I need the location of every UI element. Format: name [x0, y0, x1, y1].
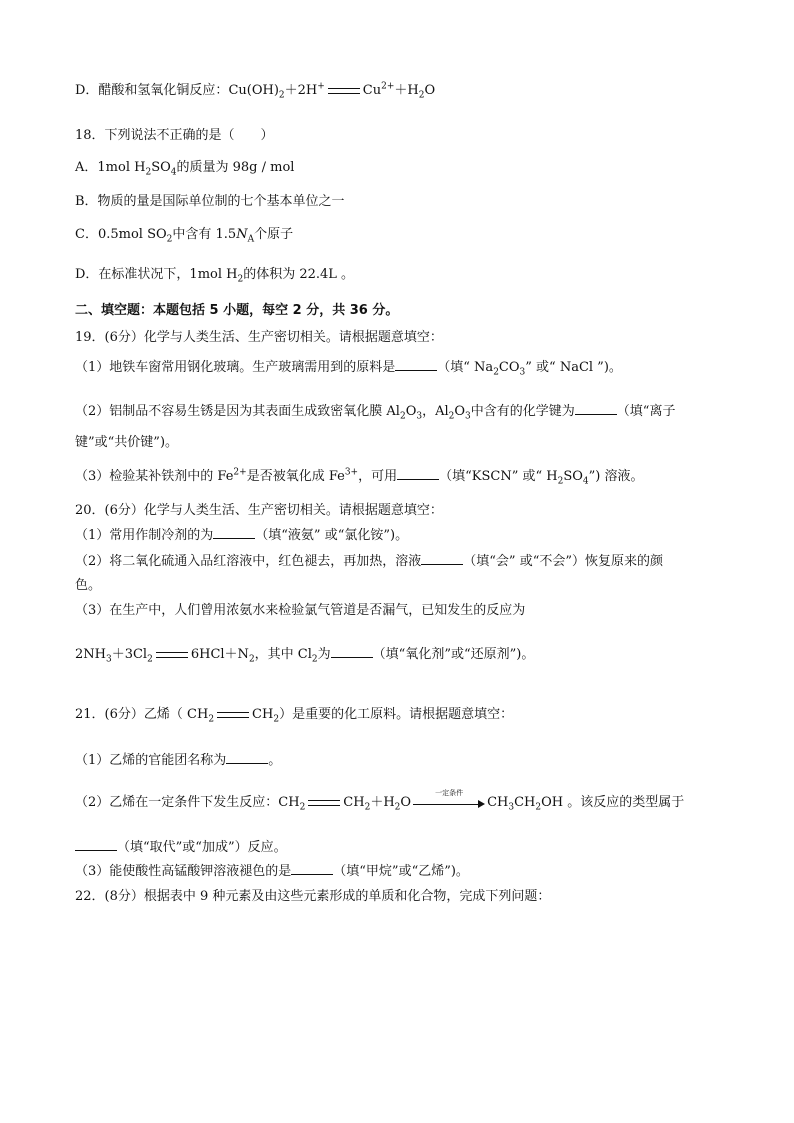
- q21-part1: （1）乙烯的官能团名称为 。: [75, 753, 282, 768]
- section-heading: 二、填空题：本题包括 5 小题，每空 2 分，共 36 分。: [75, 303, 399, 318]
- answer-blank[interactable]: [75, 838, 117, 851]
- double-bond: [308, 800, 340, 806]
- q21-stem: 21．(6分）乙烯（ $CH_2$ $CH_2$）是重要的化工原料。请根据题意填空：: [75, 707, 514, 725]
- q20-part2: （2）将二氧化硫通入品红溶液中，红色褪去，再加热，溶液 （填“会” 或“不会”）恢复原来的颜: [75, 554, 663, 569]
- q21-part2: （2）乙烯在一定条件下发生反应：$CH_2$ $CH_2+H_2O$ 一定条件 $CH_3CH_2OH$ 。该反应的类型属于: [75, 788, 685, 813]
- double-bond: [217, 712, 249, 718]
- answer-blank[interactable]: [395, 358, 437, 371]
- q19-part2-cont: 键”或“共价键”)。: [75, 435, 179, 450]
- answer-blank[interactable]: [331, 645, 373, 658]
- answer-blank[interactable]: [226, 751, 268, 764]
- q22-stem: 22．(8分）根据表中 9 种元素及由这些元素形成的单质和化合物，完成下列问题：: [75, 889, 551, 904]
- q18-option-a: A．1mol $H_2SO_4$的质量为 98g / mol: [75, 160, 295, 178]
- equals-sign: [328, 88, 360, 94]
- q20-equation: $2NH_3+3Cl_2$ $6HCl+N_2$，其中 $Cl_2$为 （填“氧化剂”或“还原剂”)。: [75, 647, 535, 665]
- q19-part1: （1）地铁车窗常用钢化玻璃。生产玻璃需用到的原料是 （填“ $Na_2CO_3$” 或“ NaCl ”)。: [75, 360, 622, 378]
- q20-stem: 20．(6分）化学与人类生活、生产密切相关。请根据题意填空：: [75, 503, 443, 518]
- q20-part2-cont: 色。: [75, 578, 102, 593]
- q19-part2: （2）铝制品不容易生锈是因为其表面生成致密氧化膜 $Al_2O_3$，$Al_2O_3$中含有的化学键为 （填“离子: [75, 404, 676, 422]
- equals-sign: [156, 652, 188, 658]
- answer-blank[interactable]: [213, 526, 255, 539]
- q18-option-d: D．在标准状况下，1mol $H_2$的体积为 22.4L 。: [75, 267, 355, 285]
- answer-blank[interactable]: [421, 552, 463, 565]
- q20-part3: （3）在生产中，人们曾用浓氨水来检验氯气管道是否漏气，已知发生的反应为: [75, 603, 526, 618]
- q21-part2-cont: （填“取代”或“加成”）反应。: [75, 838, 287, 857]
- q19-stem: 19．(6分）化学与人类生活、生产密切相关。请根据题意填空：: [75, 330, 443, 345]
- answer-blank[interactable]: [397, 467, 439, 480]
- q19-part3: （3）检验某补铁剂中的 $Fe^{2+}$是否被氧化成 $Fe^{3+}$，可用 （填“KSCN” 或“ $H_2SO_4$”) 溶液。: [75, 467, 644, 487]
- q18-stem: 18．下列说法不正确的是（ ）: [75, 128, 274, 143]
- q17-option-d: D．醋酸和氢氧化铜反应：$Cu(OH)_2+2H^+$ $Cu^{2+}+H_2O$: [75, 81, 436, 101]
- q18-option-b: B．物质的量是国际单位制的七个基本单位之一: [75, 194, 345, 209]
- answer-blank[interactable]: [291, 862, 333, 875]
- reaction-arrow: 一定条件: [413, 797, 485, 809]
- q20-part1: （1）常用作制冷剂的为 （填“液氨” 或“氯化铵”)。: [75, 528, 409, 543]
- q18-option-c: C．0.5mol $SO_2$中含有 $1.5N_A$个原子: [75, 227, 294, 245]
- q21-part3: （3）能使酸性高锰酸钾溶液褪色的是 （填“甲烷”或“乙烯”)。: [75, 864, 469, 879]
- answer-blank[interactable]: [575, 402, 617, 415]
